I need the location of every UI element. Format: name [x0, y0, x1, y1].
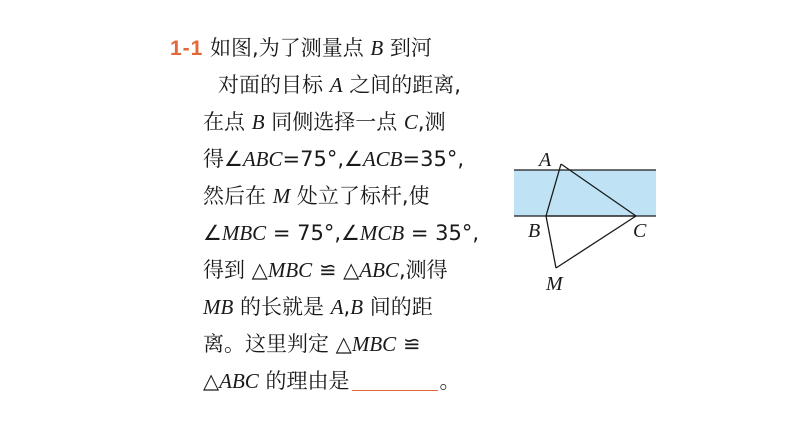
math-segment: A [329, 73, 343, 97]
text-segment: 同侧选择一点 [264, 110, 404, 134]
text-segment: 在点 [203, 110, 252, 134]
text-segment: △ [203, 369, 220, 393]
math-segment: M [272, 184, 291, 208]
math-segment: MCB [359, 221, 405, 245]
problem-line-9 [203, 326, 420, 362]
text-segment: 到河 [383, 36, 432, 60]
math-segment: MB [203, 295, 234, 319]
problem-line-5 [203, 178, 430, 214]
text-segment: =35°, [402, 147, 464, 171]
text-segment: 对面的目标 [218, 73, 330, 97]
text-segment: 间的距 [363, 295, 433, 319]
math-segment: MBC [351, 332, 397, 356]
text-segment: 之间的距离, [342, 73, 461, 97]
geometry-figure [506, 150, 666, 300]
label-A: A [539, 150, 552, 171]
segment-BM [546, 216, 556, 268]
text-segment: ∠ [203, 221, 222, 245]
text-segment: 然后在 [203, 184, 273, 208]
answer-blank[interactable] [352, 370, 438, 391]
label-B: B [528, 220, 541, 242]
math-segment: ABC [242, 147, 283, 171]
text-segment: = 75°,∠ [266, 221, 360, 245]
problem-line-10 [203, 363, 461, 399]
problem-line-7 [203, 252, 448, 288]
math-segment: ABC [219, 369, 259, 393]
problem-line-2 [218, 67, 461, 103]
problem-number: 1-1 [170, 37, 204, 60]
math-segment: C [403, 110, 418, 134]
text-segment: 得到 △ [203, 258, 268, 282]
label-C: C [633, 220, 647, 242]
text-segment: = 35°, [404, 221, 479, 245]
text-segment: 的理由是 [258, 369, 350, 393]
triangle-diagram [506, 150, 666, 300]
math-segment: B [350, 295, 364, 319]
text-segment: , [343, 295, 351, 319]
river-band [514, 170, 656, 216]
text-segment: 。 [439, 369, 461, 393]
problem-line-8 [203, 289, 433, 325]
text-segment: ≌ △ [312, 258, 360, 282]
problem-line-6 [203, 215, 479, 251]
math-segment: MBC [267, 258, 313, 282]
text-segment: =75°,∠ [282, 147, 363, 171]
math-segment: ACB [362, 147, 403, 171]
problem-line-4 [203, 141, 464, 177]
segment-CM [556, 216, 636, 268]
text-segment: 的长就是 [233, 295, 331, 319]
problem-line-3 [203, 104, 446, 140]
text-segment: ,测 [417, 110, 446, 134]
text-segment: 如图,为了测量点 [210, 36, 371, 60]
math-segment: B [251, 110, 265, 134]
label-M: M [546, 273, 563, 295]
math-segment: MBC [221, 221, 267, 245]
text-segment: 处立了标杆,使 [290, 184, 430, 208]
math-segment: ABC [359, 258, 399, 282]
text-segment: ≌ [396, 332, 421, 356]
problem-line-1 [170, 30, 432, 66]
text-segment: 得∠ [203, 147, 243, 171]
text-segment: ,测得 [398, 258, 448, 282]
text-segment: 离。这里判定 △ [203, 332, 352, 356]
math-segment: B [370, 36, 384, 60]
math-segment: A [330, 295, 344, 319]
